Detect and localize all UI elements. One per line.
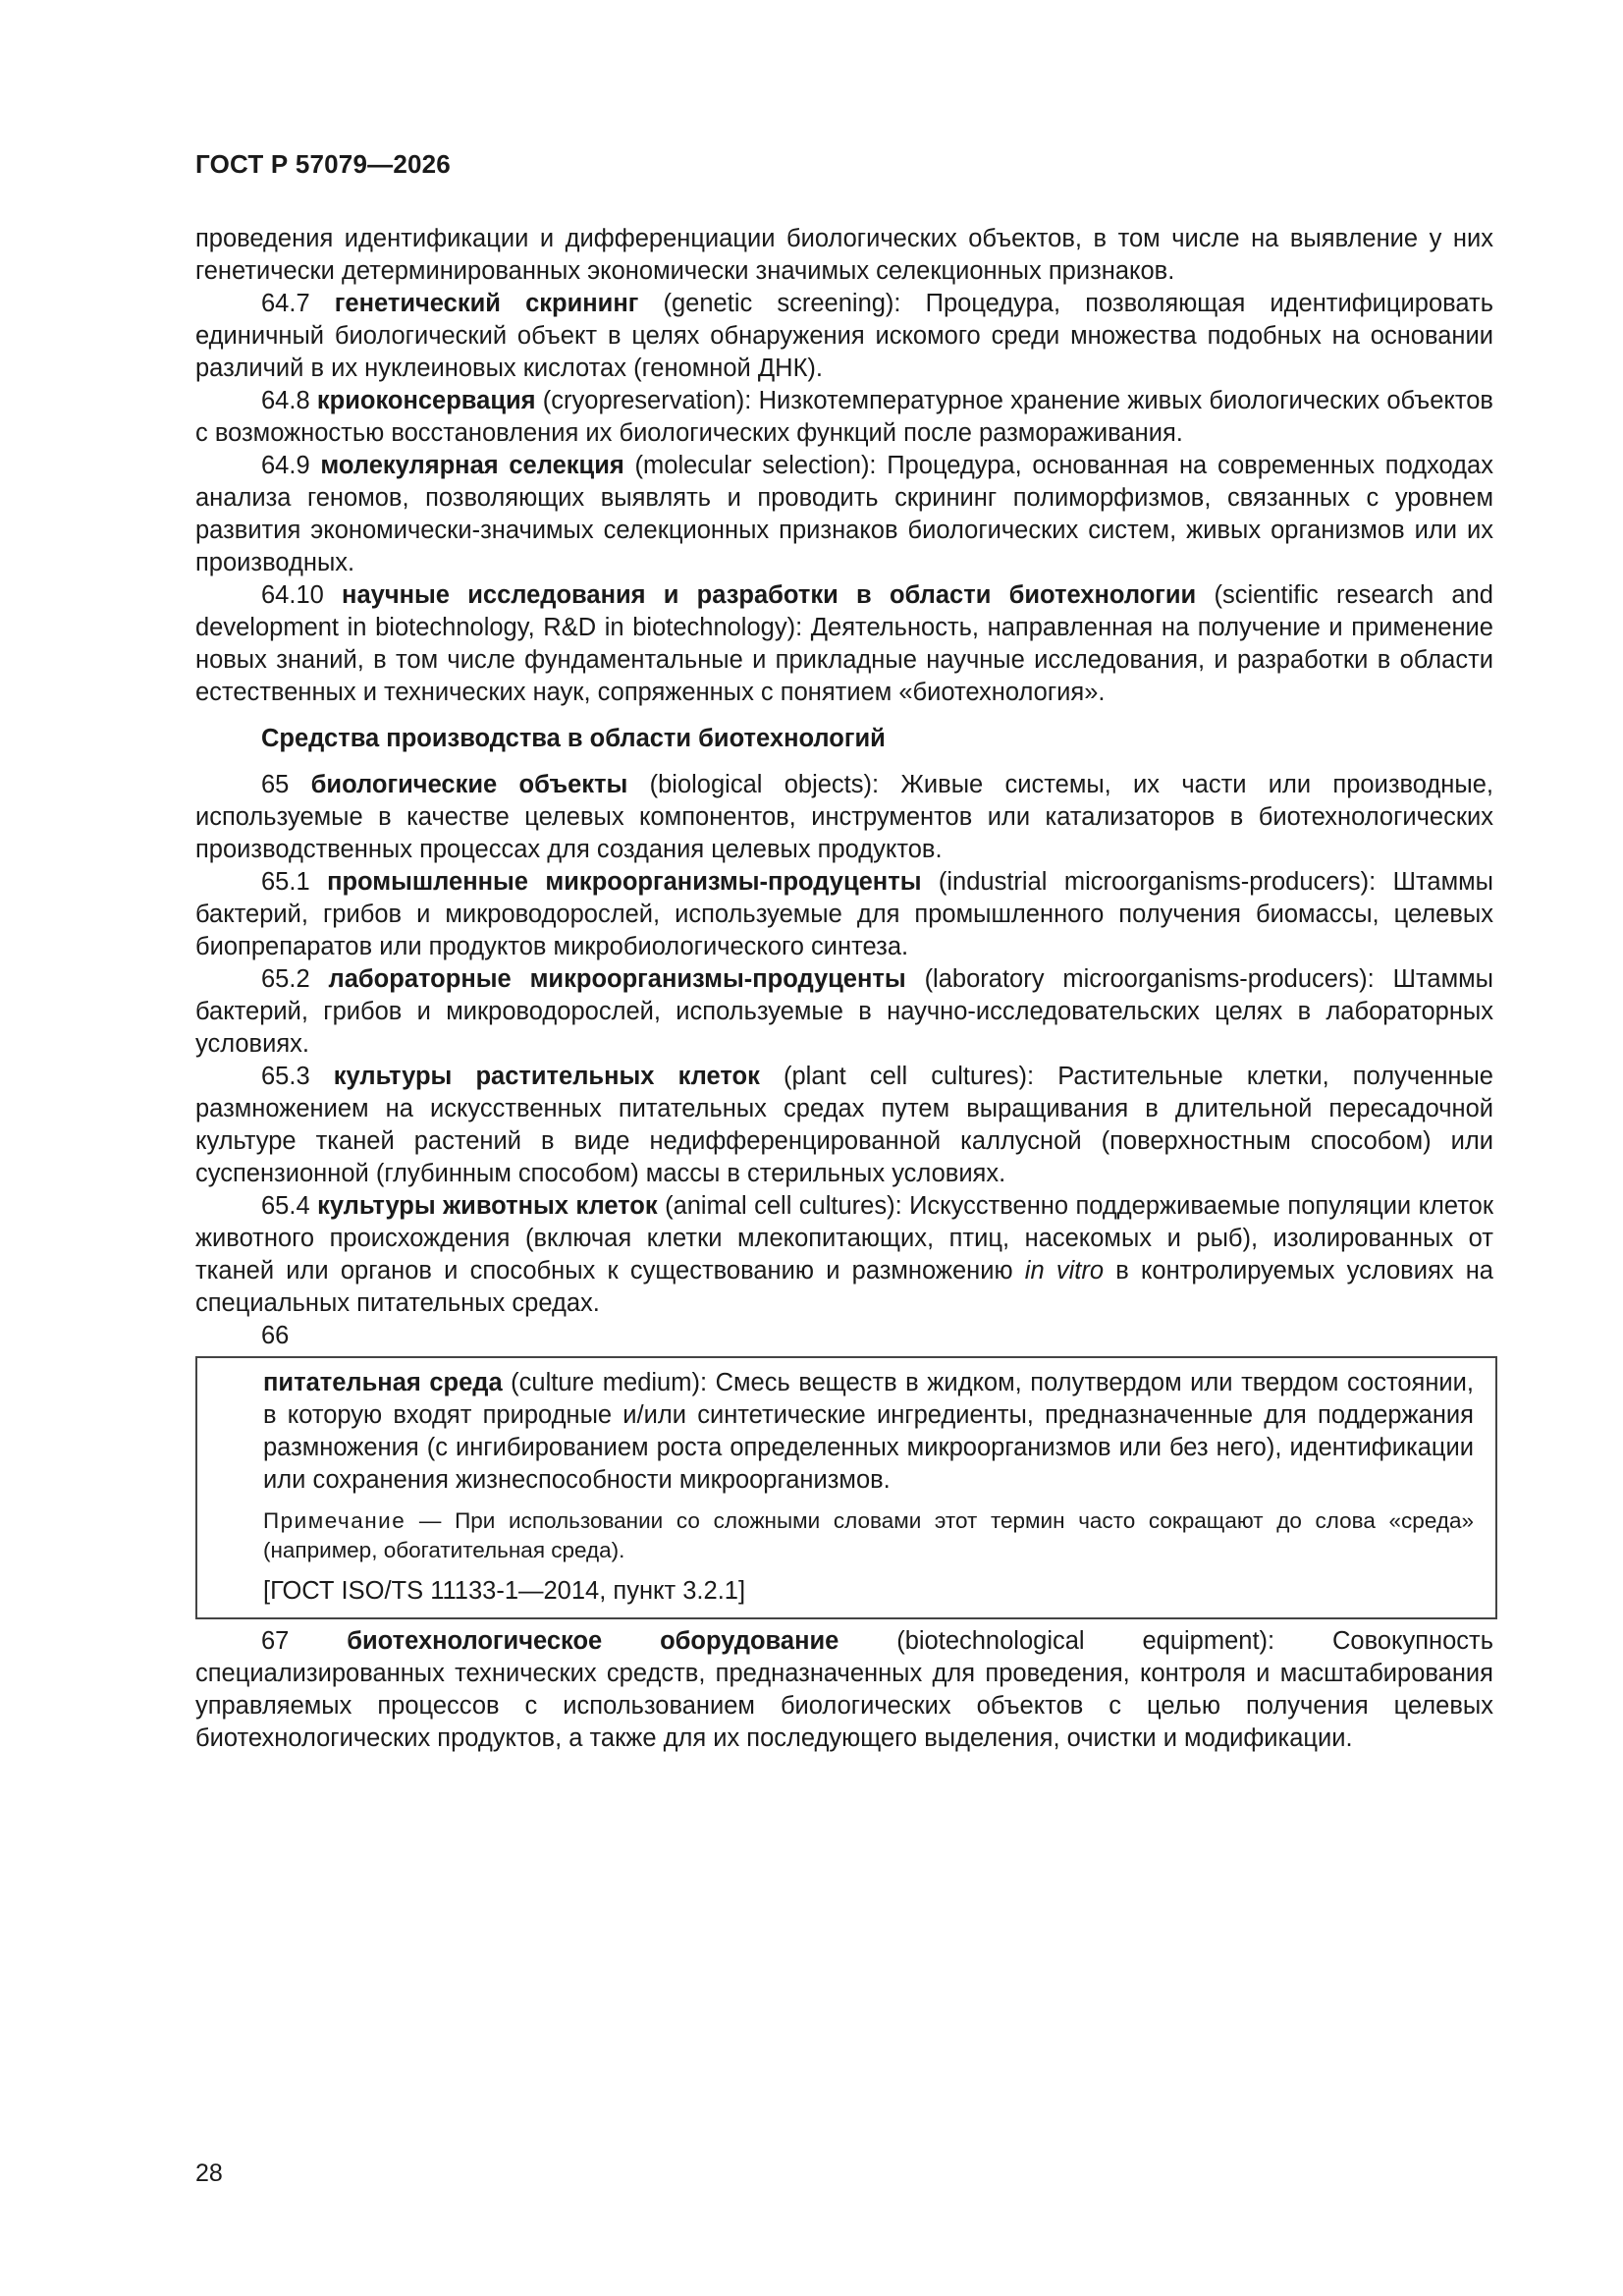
entry-term: культуры растительных клеток — [333, 1063, 760, 1090]
term-entry — [195, 963, 1493, 1061]
section-heading: Средства производства в области биотехнологий — [261, 725, 886, 752]
entries-group-65 — [195, 769, 1493, 1320]
entry-term: промышленные микроорганизмы-продуценты — [327, 868, 922, 896]
entry-term: генетический скрининг — [334, 290, 639, 317]
entry-definition: (genetic screening): Процедура, позволяющая идентифицировать единичный биологический объект в целях обнаружения искомого среди множества подобных на основании различий в их нуклеиновых кислотах (геномной ДНК). — [195, 290, 1493, 382]
entry-number: 65.4 — [261, 1192, 310, 1220]
entry-number: 64.9 — [261, 452, 310, 479]
entry-number: 64.8 — [261, 387, 310, 414]
note-label: Примечание — [263, 1508, 406, 1533]
entry-definition: (industrial microorganisms-producers): Штаммы бактерий, грибов и микроводорослей, используемые для промышленного получения биомассы, целевых биопрепаратов или продуктов микробиологического синтеза. — [195, 868, 1493, 960]
entry-term: культуры животных клеток — [317, 1192, 658, 1220]
entry-term: молекулярная селекция — [320, 452, 624, 479]
entry-term: научные исследования и разработки в области биотехнологии — [342, 581, 1197, 609]
entry-number: 67 — [261, 1627, 290, 1655]
entry-term: лабораторные микроорганизмы-продуценты — [328, 965, 906, 993]
entry-number: 64.10 — [261, 581, 324, 609]
entry-definition: (scientific research and development in biotechnology, R&D in biotechnology): Деятельность, направленная на получение и применение новых знаний, в том числе фундаментальные и прикладные научные исследования, и разработки в области естественных и технических наук, сопряженных с понятием «биотехнология». — [195, 581, 1493, 706]
entry-definition-end: в контролируемых условиях на специальных питательных средах. — [195, 1257, 1493, 1317]
term-entry — [195, 288, 1493, 385]
entry-term: биотехнологическое оборудование — [347, 1627, 839, 1655]
entry-definition: (culture medium): Смесь веществ в жидком, полутвердом или твердом состоянии, в которую входят природные и/или синтетические ингредиенты, предназначенные для поддержания размножения (с ингибированием роста определенных микроорганизмов или без него), идентификации или сохранения жизнеспособности микроорганизмов. — [263, 1369, 1474, 1494]
entry-number: 64.7 — [261, 290, 310, 317]
term-entry — [195, 769, 1493, 866]
entry-definition: (biological objects): Живые системы, их части или производные, используемые в качестве целевых компонентов, инструментов или катализаторов в биотехнологических производственных процессах для создания целевых продуктов. — [195, 771, 1493, 863]
term-entry — [195, 1625, 1493, 1755]
term-entry — [195, 579, 1493, 709]
entry-term: биологические объекты — [310, 771, 628, 798]
entry-definition: (cryopreservation): Низкотемпературное хранение живых биологических объектов с возможностью восстановления их биологических функций после размораживания. — [195, 387, 1493, 447]
note — [263, 1506, 1474, 1565]
term-entry — [195, 385, 1493, 450]
entry-number: 65 — [261, 771, 290, 798]
entry-term: криоконсервация — [316, 387, 536, 414]
boxed-term-entry — [263, 1367, 1474, 1497]
entries-group-64 — [195, 288, 1493, 709]
entry-definition-italic: in vitro — [1024, 1257, 1105, 1285]
entry-definition: (biotechnological equipment): Совокупность специализированных технических средств, предназначенных для проведения, контроля и масштабирования управляемых процессов с использованием биологических объектов с целью получения целевых биотехнологических продуктов, а также для их последующего выделения, очистки и модификации. — [195, 1627, 1493, 1752]
entry-definition: (laboratory microorganisms-producers): Штаммы бактерий, грибов и микроводорослей, используемые в научно-исследовательских целях в лабораторных условиях. — [195, 965, 1493, 1058]
term-entry — [195, 1061, 1493, 1190]
source-reference: [ГОСТ ISO/TS 11133-1—2014, пункт 3.2.1] — [263, 1577, 746, 1605]
entry-definition: (animal cell cultures): Искусственно поддерживаемые популяции клеток животного происхождения (включая клетки млекопитающих, птиц, насекомых и рыб), изолированных от тканей или органов и способных к существованию и размножению — [195, 1192, 1493, 1285]
page-content — [195, 223, 1493, 1755]
entry-definition: (plant cell cultures): Растительные клетки, полученные размножением на искусственных питательных средах путем выращивания в длительной пересадочной культуре тканей растений в виде недифференцированной каллусной (поверхностным способом) или суспензионной (глубинным способом) массы в стерильных условиях. — [195, 1063, 1493, 1187]
document-header: ГОСТ Р 57079—2026 — [195, 149, 451, 179]
term-entry — [195, 450, 1493, 579]
intro-paragraph: проведения идентификации и дифференциации биологических объектов, в том числе на выявление у них генетически детерминированных экономически значимых селекционных признаков. — [195, 225, 1493, 285]
page-number: 28 — [195, 2159, 223, 2187]
term-entry — [195, 1190, 1493, 1320]
entry-number-66: 66 — [261, 1322, 290, 1349]
term-box-66 — [195, 1356, 1497, 1619]
note-text: — При использовании со сложными словами этот термин часто сокращают до слова «среда» (например, обогатительная среда). — [263, 1508, 1474, 1562]
entry-number: 65.2 — [261, 965, 310, 993]
entry-number: 65.1 — [261, 868, 310, 896]
term-entry — [195, 866, 1493, 963]
entry-term: питательная среда — [263, 1369, 503, 1396]
entry-definition: (molecular selection): Процедура, основанная на современных подходах анализа геномов, позволяющих выявлять и проводить скрининг полиморфизмов, связанных с уровнем развития экономически-значимых селекционных признаков биологических систем, живых организмов или их производных. — [195, 452, 1493, 576]
entry-number: 65.3 — [261, 1063, 310, 1090]
